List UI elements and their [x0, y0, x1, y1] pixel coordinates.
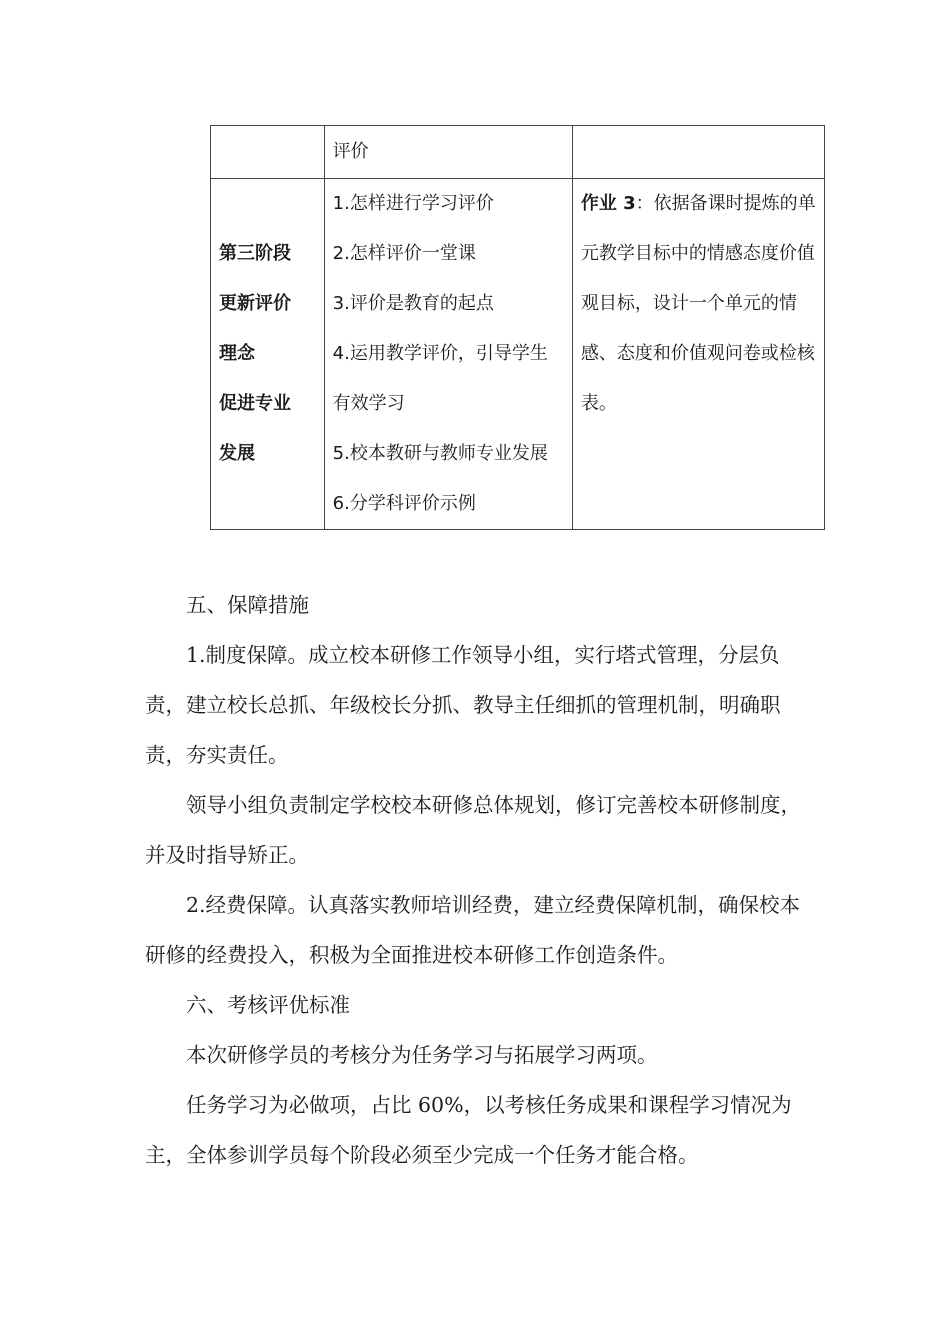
content-item: 6.分学科评价示例	[332, 493, 476, 514]
content-item: 5.校本教研与教师专业发展	[332, 443, 548, 464]
content-item: 有效学习	[332, 393, 405, 414]
content-item: 2.怎样评价一堂课	[332, 243, 476, 264]
paragraph: 2.经费保障。认真落实教师培训经费，建立经费保障机制，确保校本研修的经费投入，积极为全面推进校本研修工作创造条件。	[145, 893, 801, 967]
homework-label: 作业 3	[580, 193, 636, 214]
content-item: 3.评价是教育的起点	[332, 293, 494, 314]
stage-line: 第三阶段	[219, 243, 291, 264]
paragraph: 领导小组负责制定学校校本研修总体规划，修订完善校本研修制度，并及时指导矫正。	[145, 793, 801, 867]
table-cell-content	[324, 126, 572, 179]
content-item: 1.怎样进行学习评价	[332, 193, 494, 214]
table-row	[211, 179, 825, 530]
cell-text	[573, 126, 824, 128]
stage-line: 促进专业	[219, 393, 291, 414]
cell-text: 评价	[332, 141, 369, 162]
table-row	[211, 126, 825, 179]
table-cell-stage	[211, 179, 325, 530]
content-item: 4.运用教学评价，引导学生	[332, 343, 548, 364]
stage-line: 发展	[219, 443, 255, 464]
document-body	[145, 580, 815, 1180]
section-heading: 六、考核评优标准	[186, 993, 350, 1017]
stage-line: 更新评价	[219, 293, 291, 314]
cell-text	[211, 126, 324, 128]
section-heading: 五、保障措施	[186, 593, 309, 617]
homework-text	[573, 179, 824, 429]
table-cell-homework	[572, 179, 824, 530]
table-cell-content	[324, 179, 572, 530]
paragraph: 本次研修学员的考核分为任务学习与拓展学习两项。	[186, 1043, 658, 1067]
content-list	[325, 179, 572, 529]
paragraph: 任务学习为必做项，占比 60%，以考核任务成果和课程学习情况为主，全体参训学员每个阶段必须至少完成一个任务才能合格。	[145, 1093, 792, 1167]
stage-line: 理念	[219, 343, 255, 364]
stage-title	[211, 229, 324, 479]
table-cell-stage	[211, 126, 325, 179]
homework-description: ：依据备课时提炼的单元教学目标中的情感态度价值观目标，设计一个单元的情感、态度和价值观问卷或检核表。	[580, 193, 816, 414]
training-plan-table	[210, 125, 825, 530]
paragraph: 1.制度保障。成立校本研修工作领导小组，实行塔式管理，分层负责，建立校长总抓、年级校长分抓、教导主任细抓的管理机制，明确职责，夯实责任。	[145, 643, 781, 767]
table-cell-homework	[572, 126, 824, 179]
